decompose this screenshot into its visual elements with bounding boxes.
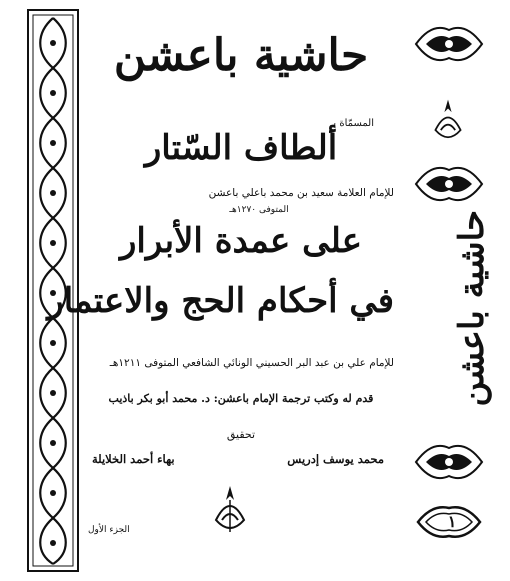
volume-label: الجزء الأول (88, 525, 130, 535)
spine-ornament-bottom-icon (412, 438, 486, 486)
book-spine (404, 20, 494, 560)
spine-ornament-middle-icon (412, 160, 486, 208)
main-title: حاشية باعشن (113, 30, 369, 81)
spine-ornament-top-icon (412, 20, 486, 68)
subtitle-line-2: في أحكام الحج والاعتمار (47, 281, 394, 321)
alternate-title: ألطاف السّتار (144, 128, 338, 168)
named-label: المسمّاة بـ (330, 118, 374, 129)
second-author: للإمام علي بن عبد البر الحسيني الونائي الشافعي المتوفى ١٢١١هـ (109, 357, 394, 369)
introduction-credit: قدم له وكتب ترجمة الإمام باعشن: د. محمد أبو بكر باذيب (108, 392, 374, 405)
spine-title: حاشية باعشن (452, 210, 492, 407)
volume-number: ١ (447, 512, 457, 531)
subtitle-line-1: على عمدة الأبرار (119, 221, 363, 261)
first-author: للإمام العلامة سعيد بن محمد باعلي باعشن (208, 187, 394, 199)
first-author-death: المتوفى ١٢٧٠هـ (229, 205, 289, 215)
publisher-logo-icon (208, 482, 252, 540)
editor-left: بهاء أحمد الخلايلة (92, 452, 175, 466)
tahqiq-label: تحقيق (226, 428, 256, 441)
spine-publisher-logo-icon (428, 96, 468, 148)
editor-right: محمد يوسف إدريس (287, 452, 384, 466)
